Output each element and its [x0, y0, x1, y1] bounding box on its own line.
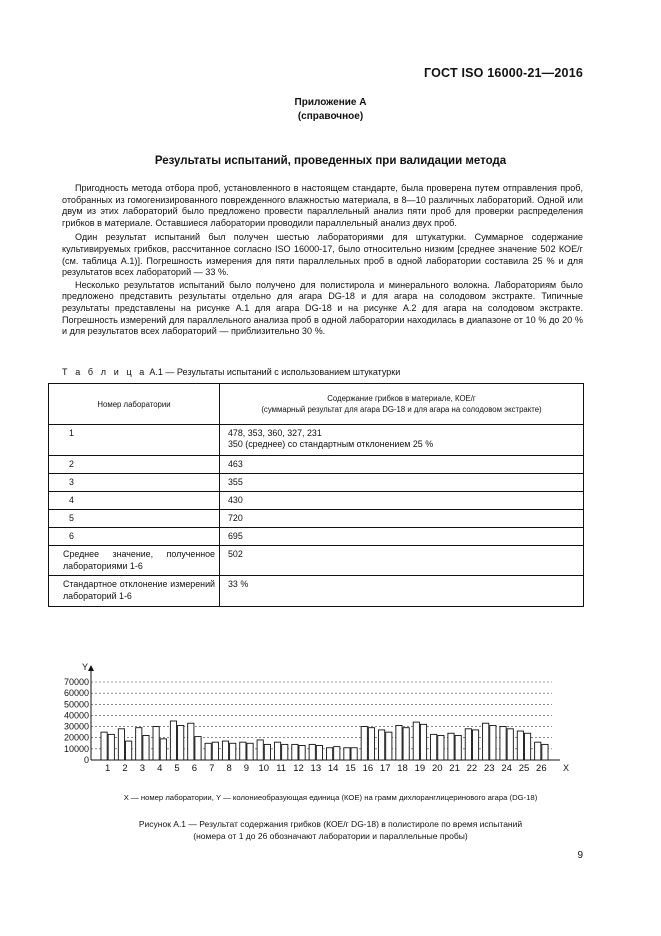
bar	[438, 735, 444, 760]
bar	[403, 728, 409, 760]
x-tick-label: 20	[431, 763, 443, 774]
table-row	[49, 425, 584, 456]
lab-cell: 4	[49, 492, 220, 510]
annex-heading	[0, 96, 661, 124]
bar	[188, 723, 194, 760]
x-tick-label: 7	[209, 763, 215, 774]
bar	[413, 722, 419, 760]
figure-caption-line2: (номера от 1 до 26 обозначают лаборатории и параллельные пробы)	[193, 831, 468, 841]
x-tick-label: 3	[139, 763, 146, 774]
table-row	[49, 492, 584, 510]
y-axis-arrow	[88, 665, 94, 671]
table-row	[49, 576, 584, 607]
x-tick-label: 6	[191, 763, 198, 774]
x-tick-label: 14	[327, 763, 339, 774]
bar	[334, 747, 340, 760]
y-tick-label: 10000	[63, 743, 89, 754]
table-row	[49, 456, 584, 474]
lab-cell: Среднее значение, полученное лабораториями 1-6	[49, 546, 220, 576]
x-tick-label: 2	[122, 763, 128, 774]
x-axis-label: X	[562, 763, 570, 773]
lab-cell: 2	[49, 456, 220, 474]
table-caption-prefix: Т а б л и ц а	[62, 367, 147, 377]
x-tick-label: 23	[483, 763, 495, 774]
annex-subtitle: (справочное)	[297, 111, 364, 122]
bar	[170, 721, 176, 760]
document-header: ГОСТ ISO 16000-21—2016	[423, 66, 583, 80]
bar	[274, 742, 280, 760]
table-row	[49, 510, 584, 528]
bar	[524, 733, 530, 760]
x-tick-label: 15	[345, 763, 356, 774]
bar	[361, 727, 367, 760]
bar	[483, 723, 489, 760]
bar	[420, 724, 426, 760]
x-tick-label: 25	[518, 763, 530, 774]
bar	[455, 735, 461, 760]
table-caption	[62, 367, 400, 377]
col-header-content-line2: (суммарный результат для агара DG-18 и для агара на солодовом экстракте)	[261, 405, 542, 414]
axis-caption: X — номер лаборатории, Y — колониеобразующая единица (КОЕ) на грамм дихлоранглицеринового агара (DG-18)	[123, 793, 538, 802]
bar	[431, 734, 437, 760]
annex-title: Приложение А	[294, 97, 367, 108]
value-cell: 463	[220, 456, 584, 474]
bar	[136, 728, 142, 760]
x-tick-label: 9	[243, 763, 250, 774]
bar	[386, 732, 392, 760]
bar	[143, 735, 149, 760]
y-tick-label: 60000	[63, 688, 89, 699]
paragraph: Один результат испытаний был получен шестью лабораториями для штукатурки. Суммарное содержание культивируемых грибков, рассчитанное согласно ISO 16000-17, было относительно низким [среднее значение 502 КОЕ/г (см. таблица А.1)]. Погрешность измерения для пяти параллельных проб в одной лаборатории составила 25 % и для результатов всех лабораторий — 33 %.	[62, 232, 583, 278]
col-header-content-line1: Содержание грибков в материале, КОЕ/г	[327, 394, 476, 403]
bar	[500, 727, 506, 760]
figure-caption-line1: Рисунок А.1 — Результат содержания грибков (КОЕ/г DG-18) в полистироле по время испытаний	[138, 819, 523, 829]
bar	[282, 744, 288, 760]
bar	[160, 739, 166, 760]
section-title: Результаты испытаний, проведенных при валидации метода	[154, 155, 507, 167]
figure-caption	[0, 818, 661, 842]
bar	[542, 744, 548, 760]
bar	[368, 728, 374, 760]
value-cell: 695	[220, 528, 584, 546]
bar	[299, 746, 305, 760]
value-cell	[220, 425, 584, 456]
table-caption-text: А.1 — Результаты испытаний с использованием штукатурки	[146, 367, 401, 377]
x-tick-label: 5	[174, 763, 180, 774]
bar	[448, 733, 454, 760]
bar	[379, 730, 385, 760]
page-number: 9	[577, 850, 583, 861]
y-tick-label: 50000	[63, 699, 89, 710]
x-tick-label: 12	[293, 763, 304, 774]
value-line: 350 (среднее) со стандартным отклонением 25 %	[228, 439, 434, 449]
y-tick-label: 70000	[63, 677, 89, 687]
x-tick-label: 17	[379, 763, 391, 774]
bar	[108, 734, 114, 760]
y-tick-label: 0	[83, 755, 89, 765]
bar	[309, 744, 315, 760]
bar	[326, 748, 332, 760]
lab-cell: 6	[49, 528, 220, 546]
bar	[178, 725, 184, 760]
paragraph: Пригодность метода отбора проб, установленного в настоящем стандарте, была проверена путем отправления проб, отобранных из гомогенизированного поврежденного влажностью материала, в 8—10 различных лабораторий. Одной или двум из этих лабораторий было предложено провести параллельный анализ пяти проб для проверки распределения грибков в материале. Оставшиеся лаборатории проводили параллельный анализ двух проб.	[62, 183, 583, 228]
x-tick-label: 1	[105, 763, 111, 774]
bar	[257, 740, 263, 760]
bar	[240, 742, 246, 760]
bar	[316, 746, 322, 760]
bar	[230, 743, 236, 760]
bar	[212, 742, 218, 760]
bar	[222, 741, 228, 760]
bar	[396, 725, 402, 760]
x-tick-label: 16	[362, 763, 374, 774]
bar	[507, 729, 513, 760]
bar	[535, 742, 541, 760]
bar	[101, 732, 107, 760]
value-cell: 430	[220, 492, 584, 510]
bar	[472, 730, 478, 760]
y-tick-label: 40000	[63, 710, 89, 721]
bar	[264, 744, 270, 760]
lab-cell: Стандартное отклонение измерений лабораторий 1-6	[49, 576, 220, 607]
results-table	[48, 383, 584, 607]
lab-cell: 1	[49, 425, 220, 456]
bar	[344, 748, 350, 760]
bar-chart	[60, 658, 590, 778]
body-text	[62, 183, 583, 338]
x-tick-label: 8	[226, 763, 232, 774]
bar	[195, 737, 201, 760]
bar	[490, 725, 496, 760]
value-line: 478, 353, 360, 327, 231	[228, 428, 322, 438]
bar	[351, 748, 357, 760]
paragraph: Несколько результатов испытаний было получено для полистирола и минерального волокна. Лабораториям было предложено представить результаты отдельно для агара DG-18 и для агара на солодовом экстракте. Типичные результаты представлены на рисунке А.1 для агара DG-18 и на рисунке А.2 для агара на солодовом экстракте. Погрешность измерений для параллельного анализа проб в одной лаборатории находилась в диапазоне от 10 % до 20 % и для результатов всех лабораторий — приблизительно 30 %.	[62, 279, 583, 337]
table-row	[49, 474, 584, 492]
bar	[126, 741, 132, 760]
bar	[247, 743, 253, 760]
bar	[153, 727, 159, 760]
col-header-lab: Номер лаборатории	[49, 384, 220, 425]
lab-cell: 3	[49, 474, 220, 492]
x-tick-label: 18	[397, 763, 408, 774]
bar	[205, 743, 211, 760]
table-row	[49, 528, 584, 546]
bar	[118, 729, 124, 760]
x-tick-label: 22	[466, 763, 478, 774]
y-tick-label: 20000	[63, 732, 89, 743]
x-tick-label: 4	[157, 763, 163, 774]
table-header-row	[49, 384, 584, 425]
y-tick-label: 30000	[63, 721, 89, 732]
y-axis-label: Y	[81, 662, 89, 672]
table-row	[49, 546, 584, 576]
value-cell: 33 %	[220, 576, 584, 607]
x-tick-label: 10	[258, 763, 270, 774]
x-tick-label: 21	[449, 763, 460, 774]
x-tick-label: 24	[501, 763, 512, 774]
x-tick-label: 19	[414, 763, 426, 774]
value-cell: 720	[220, 510, 584, 528]
value-cell: 502	[220, 546, 584, 576]
bar	[292, 744, 298, 760]
bar	[517, 731, 523, 760]
x-tick-label: 26	[536, 763, 547, 774]
value-cell: 355	[220, 474, 584, 492]
col-header-content	[220, 384, 584, 425]
lab-cell: 5	[49, 510, 220, 528]
bar	[465, 729, 471, 760]
x-tick-label: 13	[310, 763, 322, 774]
x-tick-label: 11	[276, 763, 287, 774]
